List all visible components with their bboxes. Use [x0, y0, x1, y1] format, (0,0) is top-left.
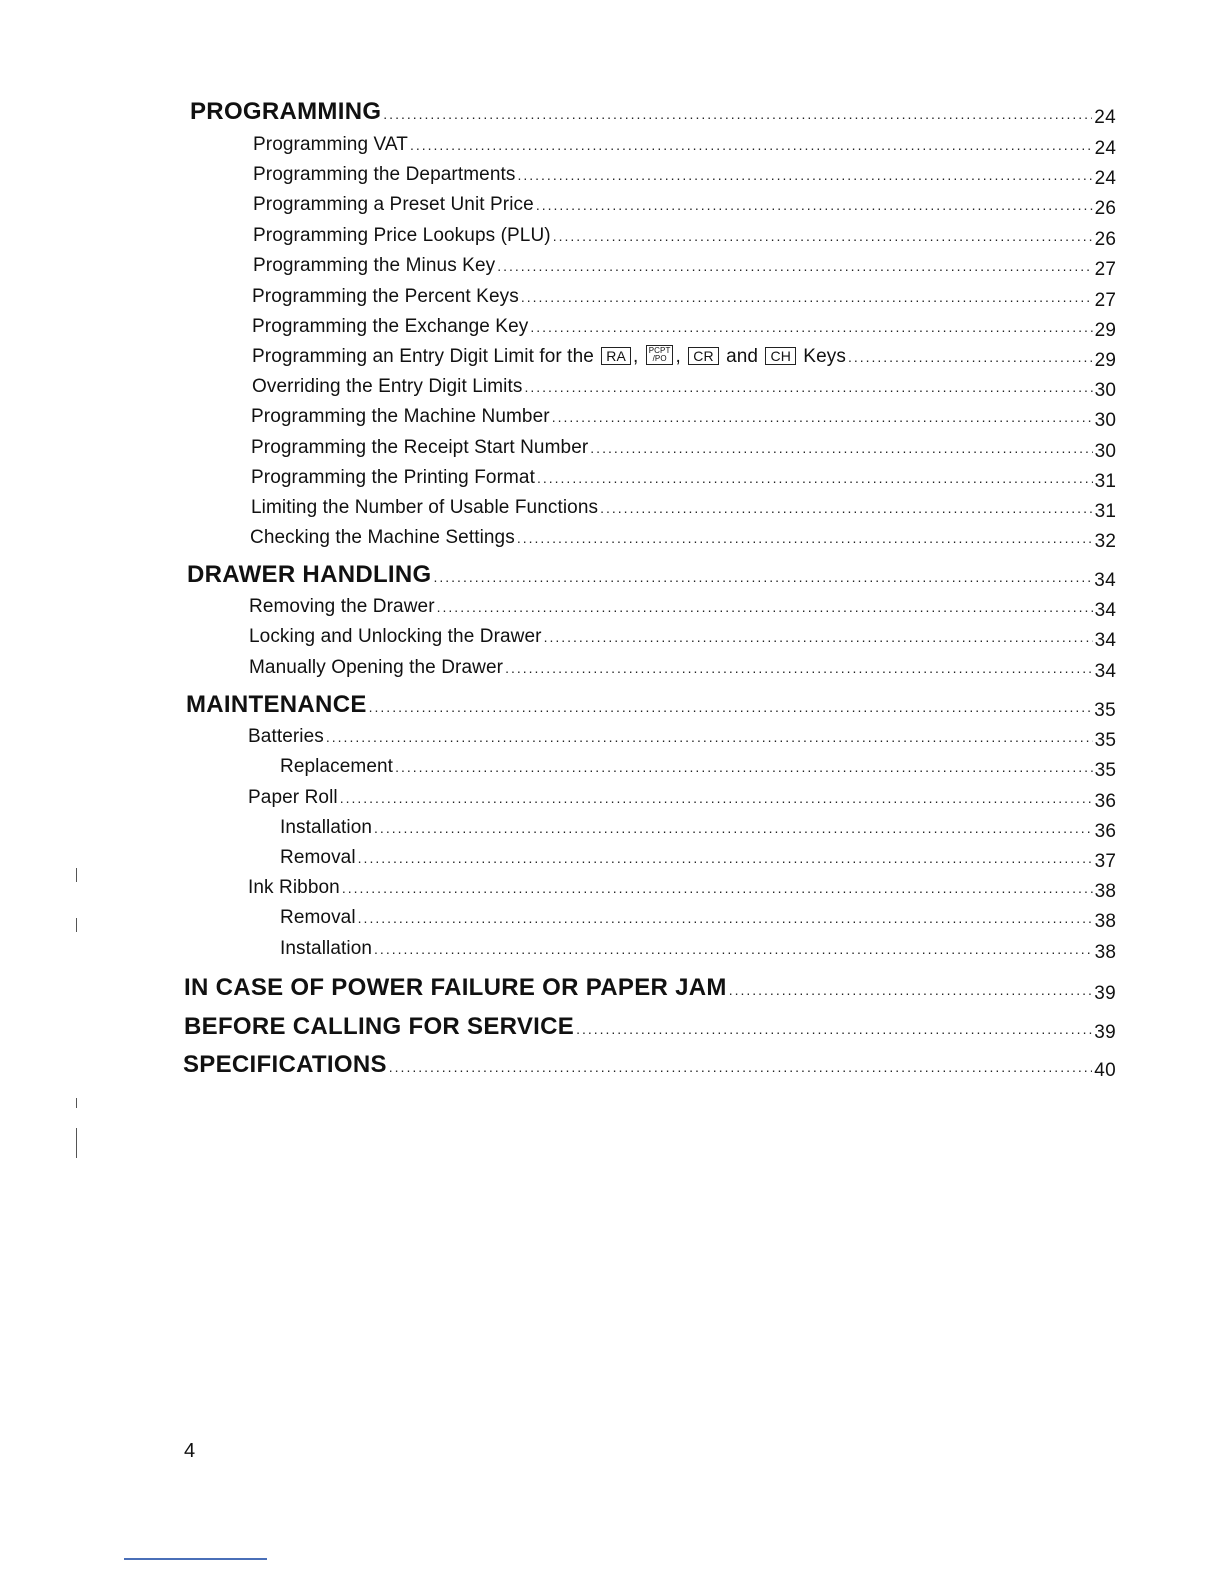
toc-title: Programming the Minus Key — [253, 255, 496, 276]
key-top-label: PCPT — [648, 346, 671, 355]
toc-page: 35 — [1094, 760, 1116, 781]
scan-mark — [76, 1128, 77, 1158]
toc-page: 27 — [1094, 290, 1116, 311]
toc-title: Manually Opening the Drawer — [249, 657, 504, 678]
keys-word: Keys — [803, 346, 846, 367]
toc-page: 29 — [1094, 320, 1116, 341]
toc-entry — [249, 657, 1116, 682]
toc-entry — [280, 847, 1116, 872]
toc-page: 38 — [1094, 881, 1116, 902]
toc-page: 35 — [1094, 730, 1116, 751]
toc-title: Removal — [280, 907, 356, 928]
dot-leader — [358, 850, 1093, 866]
toc-title: Programming VAT — [253, 134, 408, 155]
toc-title: Limiting the Number of Usable Functions — [251, 497, 599, 518]
toc-title: Programming a Preset Unit Price — [253, 194, 534, 215]
toc-title: Ink Ribbon — [248, 877, 340, 898]
toc-entry-before-service — [184, 1013, 1116, 1041]
ch-key-icon: CH — [765, 347, 795, 365]
dot-leader — [590, 440, 1092, 456]
toc-title — [252, 346, 846, 368]
toc-page: 29 — [1094, 350, 1116, 371]
dot-leader — [553, 228, 1093, 244]
dot-leader — [600, 500, 1093, 516]
toc-entry-maintenance — [186, 691, 1116, 719]
toc-title: Installation — [280, 938, 373, 959]
toc-title: DRAWER HANDLING — [187, 561, 432, 588]
toc-entry — [248, 726, 1116, 751]
dot-leader — [530, 319, 1092, 335]
toc-title: Programming the Departments — [253, 164, 516, 185]
toc-entry — [280, 756, 1116, 781]
toc-page: 30 — [1094, 380, 1116, 401]
toc-page: 31 — [1094, 471, 1116, 492]
toc-page: 34 — [1094, 630, 1116, 651]
toc-entry — [248, 787, 1116, 812]
toc-page: 26 — [1094, 229, 1116, 250]
dot-leader — [326, 729, 1093, 745]
toc-entry — [280, 817, 1116, 842]
toc-page: 30 — [1094, 441, 1116, 462]
toc-title: Programming the Exchange Key — [252, 316, 529, 337]
toc-title: Overriding the Entry Digit Limits — [252, 376, 523, 397]
toc-entry — [253, 164, 1116, 189]
toc-title: Programming the Printing Format — [251, 467, 535, 488]
dot-leader — [537, 470, 1093, 486]
separator: , — [675, 346, 681, 367]
page-number: 4 — [184, 1440, 196, 1462]
toc-title: Programming the Percent Keys — [252, 286, 519, 307]
toc-page: 24 — [1094, 168, 1116, 189]
toc-page: 38 — [1094, 911, 1116, 932]
toc-entry — [252, 286, 1116, 311]
toc-page: 32 — [1094, 531, 1116, 552]
toc-title: PROGRAMMING — [190, 98, 382, 125]
dot-leader — [434, 569, 1093, 585]
toc-page: 35 — [1094, 700, 1116, 721]
toc-title: Programming the Receipt Start Number — [251, 437, 589, 458]
toc-entry — [248, 877, 1116, 902]
dot-leader — [505, 660, 1093, 676]
toc-entry-specifications — [183, 1051, 1116, 1079]
toc-entry-drawer-handling — [187, 561, 1116, 589]
dot-leader — [544, 629, 1093, 645]
dot-leader — [374, 941, 1093, 957]
toc-page: 24 — [1094, 138, 1116, 159]
dot-leader — [437, 599, 1093, 615]
toc-entry — [253, 255, 1116, 280]
key-bottom-label: /PO — [652, 354, 667, 363]
dot-leader — [576, 1021, 1092, 1037]
toc-title: Programming the Machine Number — [251, 406, 550, 427]
dot-leader — [358, 910, 1093, 926]
dot-leader — [536, 197, 1093, 213]
dot-leader — [524, 379, 1092, 395]
scan-mark — [76, 1098, 77, 1108]
toc-title: IN CASE OF POWER FAILURE OR PAPER JAM — [184, 974, 727, 1001]
toc-page: 40 — [1094, 1060, 1116, 1081]
dot-leader — [340, 790, 1093, 806]
toc-entry — [250, 527, 1116, 552]
toc-entry — [251, 467, 1116, 492]
dot-leader — [395, 759, 1093, 775]
dot-leader — [517, 530, 1093, 546]
toc-entry — [280, 907, 1116, 932]
toc-page: 39 — [1094, 983, 1116, 1004]
toc-title: BEFORE CALLING FOR SERVICE — [184, 1013, 575, 1040]
toc-page: 30 — [1094, 410, 1116, 431]
toc-entry — [249, 626, 1116, 651]
toc-page: 34 — [1094, 600, 1116, 621]
toc-entry — [249, 596, 1116, 621]
toc-page: 31 — [1094, 501, 1116, 522]
toc-entry — [280, 938, 1116, 963]
toc-title: Checking the Machine Settings — [250, 527, 515, 548]
dot-leader — [389, 1059, 1092, 1075]
toc-page: 37 — [1094, 851, 1116, 872]
and-word: and — [726, 346, 759, 367]
toc-page: 27 — [1094, 259, 1116, 280]
toc-title-text: Programming an Entry Digit Limit for the — [252, 346, 594, 367]
dot-leader — [383, 106, 1092, 122]
separator: , — [632, 346, 639, 367]
toc-entry — [252, 376, 1116, 401]
toc-title: Batteries — [248, 726, 324, 747]
toc-entry — [251, 497, 1116, 522]
toc-page: 39 — [1094, 1022, 1116, 1043]
toc-title: Replacement — [280, 756, 394, 777]
cr-key-icon: CR — [688, 347, 718, 365]
toc-title: Locking and Unlocking the Drawer — [249, 626, 542, 647]
toc-title: MAINTENANCE — [186, 691, 367, 718]
toc-page: 36 — [1094, 791, 1116, 812]
dot-leader — [521, 289, 1093, 305]
toc-page: 34 — [1094, 661, 1116, 682]
toc-entry — [253, 225, 1116, 250]
toc-title: Removing the Drawer — [249, 596, 435, 617]
toc-title: SPECIFICATIONS — [183, 1051, 387, 1078]
footer-rule — [124, 1558, 267, 1560]
dot-leader — [729, 982, 1093, 998]
toc-entry — [253, 134, 1116, 159]
toc-entry — [251, 437, 1116, 462]
dot-leader — [497, 258, 1092, 274]
dot-leader — [369, 699, 1093, 715]
toc-title: Paper Roll — [248, 787, 338, 808]
scan-mark — [76, 918, 77, 932]
dot-leader — [410, 137, 1093, 153]
toc-page: 36 — [1094, 821, 1116, 842]
scan-mark — [76, 868, 77, 882]
toc-entry-entry-digit-limit — [252, 346, 1116, 371]
toc-page: 34 — [1094, 570, 1116, 591]
toc-entry — [253, 194, 1116, 219]
toc-title: Installation — [280, 817, 373, 838]
ra-key-icon: RA — [601, 347, 631, 365]
dot-leader — [517, 167, 1092, 183]
toc-page: 38 — [1094, 942, 1116, 963]
dot-leader — [848, 349, 1093, 365]
toc-entry-programming — [190, 98, 1116, 126]
dot-leader — [342, 880, 1093, 896]
pcpt-po-key-icon — [646, 345, 674, 365]
toc-title: Removal — [280, 847, 356, 868]
dot-leader — [374, 820, 1093, 836]
toc-entry-power-failure — [184, 974, 1116, 1002]
dot-leader — [552, 409, 1093, 425]
toc-entry — [251, 406, 1116, 431]
toc-page: 24 — [1094, 107, 1116, 128]
toc-entry — [252, 316, 1116, 341]
toc-title: Programming Price Lookups (PLU) — [253, 225, 551, 246]
toc-page: 26 — [1094, 198, 1116, 219]
